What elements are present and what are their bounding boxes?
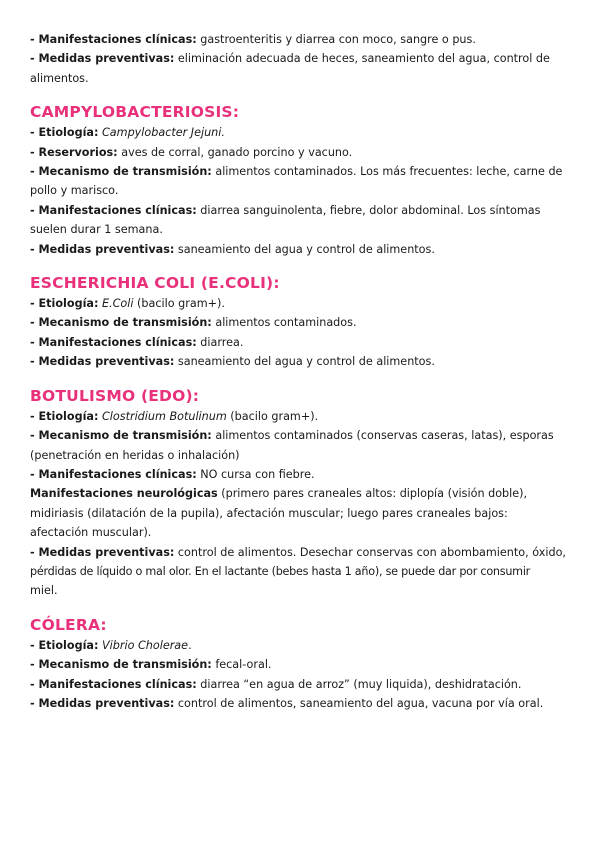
text: control de alimentos, saneamiento del agua, vacuna por vía oral. <box>174 696 544 710</box>
section-heading-campylobacteriosis: CAMPYLOBACTERIOSIS: <box>30 103 240 122</box>
label: - Medidas preventivas: <box>30 696 175 710</box>
ecoli-clinical <box>30 333 575 352</box>
intro-clinical <box>30 30 575 49</box>
label: - Medidas preventivas: <box>30 242 175 256</box>
botulismo-neuro-cont-1 <box>30 504 575 523</box>
text: diarrea “en agua de arroz” (muy liquida), deshidratación. <box>196 677 522 691</box>
text: (penetración en heridas o inhalación) <box>30 448 240 462</box>
label: - Medidas preventivas: <box>30 52 175 66</box>
botulismo-preventive <box>30 543 575 562</box>
campylo-transmission-cont <box>30 181 575 200</box>
text: control de alimentos. Desechar conservas con abombamiento, óxido, <box>174 545 566 559</box>
text: alimentos contaminados. Los más frecuentes: leche, carne de <box>211 165 563 179</box>
label: - Manifestaciones clínicas: <box>30 203 197 217</box>
text: alimentos contaminados. <box>211 316 357 330</box>
text: NO cursa con fiebre. <box>196 467 315 481</box>
label: - Manifestaciones clínicas: <box>30 335 197 349</box>
botulismo-etiology <box>30 407 575 426</box>
campylo-clinical <box>30 201 575 220</box>
text: alimentos. <box>30 71 89 85</box>
label: - Manifestaciones clínicas: <box>30 467 197 481</box>
label: - Mecanismo de transmisión: <box>30 316 212 330</box>
botulismo-neuro-cont-2 <box>30 523 575 542</box>
campylo-transmission <box>30 162 575 181</box>
colera-etiology <box>30 636 575 655</box>
label: - Medidas preventivas: <box>30 355 175 369</box>
italic-text: Vibrio Cholerae <box>102 638 189 652</box>
intro-preventive-cont <box>30 69 575 88</box>
campylo-preventive <box>30 240 575 259</box>
text: (primero pares craneales altos: diplopía (visión doble), <box>217 487 528 501</box>
botulismo-transmission-cont <box>30 446 575 465</box>
text: afectación muscular). <box>30 526 152 540</box>
text: alimentos contaminados (conservas caseras, latas), esporas <box>211 429 554 443</box>
label: Manifestaciones neurológicas <box>30 487 218 501</box>
label: - Manifestaciones clínicas: <box>30 677 197 691</box>
section-heading-colera: CÓLERA: <box>30 615 107 634</box>
ecoli-transmission <box>30 313 575 332</box>
text: pérdidas de líquido o mal olor. En el lactante (bebes hasta 1 año), se puede dar por consumir <box>30 564 531 578</box>
campylo-clinical-cont <box>30 220 575 239</box>
colera-clinical <box>30 675 575 694</box>
colera-transmission <box>30 655 575 674</box>
colera-preventive <box>30 694 575 713</box>
text: (bacilo gram+). <box>133 297 225 311</box>
campylo-reservoirs <box>30 143 575 162</box>
label: - Mecanismo de transmisión: <box>30 658 212 672</box>
italic-text: Campylobacter Jejuni. <box>102 126 225 140</box>
botulismo-clinical <box>30 465 575 484</box>
text: gastroenteritis y diarrea con moco, sangre o pus. <box>196 33 476 46</box>
text: aves de corral, ganado porcino y vacuno. <box>117 145 353 159</box>
italic-text: E.Coli <box>102 297 134 311</box>
text: pollo y marisco. <box>30 184 119 198</box>
botulismo-transmission <box>30 426 575 445</box>
text: (bacilo gram+). <box>226 409 319 423</box>
label: - Reservorios: <box>30 145 118 159</box>
label: - Mecanismo de transmisión: <box>30 165 212 179</box>
campylo-etiology <box>30 123 575 142</box>
text: miel. <box>30 584 58 598</box>
text: diarrea sanguinolenta, fiebre, dolor abdominal. Los síntomas <box>196 203 541 217</box>
text: suelen durar 1 semana. <box>30 223 163 237</box>
text: diarrea. <box>196 335 244 349</box>
text: saneamiento del agua y control de alimentos. <box>174 242 435 256</box>
text: . <box>188 638 192 652</box>
ecoli-etiology <box>30 294 575 313</box>
section-heading-botulismo: BOTULISMO (EDO): <box>30 386 200 405</box>
text: eliminación adecuada de heces, saneamiento del agua, control de <box>174 52 550 66</box>
label: - Manifestaciones clínicas: <box>30 33 197 46</box>
label: - Etiología: <box>30 126 99 140</box>
text: midiriasis (dilatación de la pupila), afectación muscular; luego pares craneales bajos: <box>30 506 508 520</box>
document-page <box>30 30 575 713</box>
intro-preventive <box>30 49 575 68</box>
italic-text: Clostridium Botulinum <box>102 409 227 423</box>
label: - Etiología: <box>30 409 99 423</box>
text: fecal-oral. <box>211 658 272 672</box>
botulismo-preventive-cont-1 <box>30 562 575 581</box>
botulismo-preventive-cont-2 <box>30 581 575 600</box>
label: - Mecanismo de transmisión: <box>30 429 212 443</box>
label: - Etiología: <box>30 638 99 652</box>
label: - Medidas preventivas: <box>30 545 175 559</box>
ecoli-preventive <box>30 352 575 371</box>
section-heading-ecoli: ESCHERICHIA COLI (E.COLI): <box>30 274 280 293</box>
text: saneamiento del agua y control de alimentos. <box>174 355 435 369</box>
botulismo-neuro <box>30 484 575 503</box>
label: - Etiología: <box>30 297 99 311</box>
